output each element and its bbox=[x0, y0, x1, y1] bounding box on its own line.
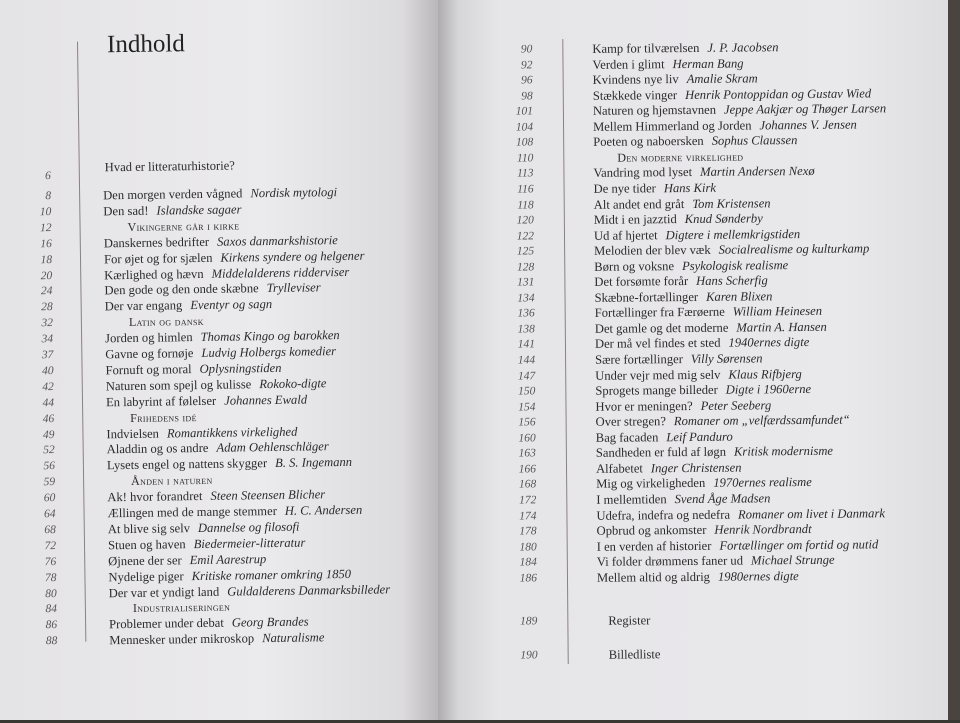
page-number: 101 bbox=[493, 104, 533, 120]
page-number: 156 bbox=[496, 415, 536, 431]
entry-subtitle: Dannelse og filosofi bbox=[198, 520, 300, 535]
entry-subtitle: Emil Aarestrup bbox=[190, 552, 267, 567]
entry-subtitle: 1970ernes realisme bbox=[713, 475, 812, 490]
entry-title: Børn og voksne bbox=[594, 259, 674, 274]
section bbox=[105, 313, 204, 330]
entry-subtitle: Knud Sønderby bbox=[685, 211, 763, 226]
entry-subtitle: J. P. Jacobsen bbox=[707, 40, 778, 55]
entry-title: For øjet og for sjælen bbox=[104, 250, 213, 266]
section-heading: Den moderne virkelighed bbox=[617, 149, 743, 164]
entry-subtitle: Fortællinger om fortid og nutid bbox=[719, 537, 878, 552]
page-number: 178 bbox=[497, 523, 537, 539]
page-number: 166 bbox=[496, 461, 536, 477]
right-page bbox=[438, 0, 948, 720]
entry-title: Bag facaden bbox=[596, 430, 659, 445]
entry-title: Sandheden er fuld af løgn bbox=[596, 445, 726, 460]
entry-subtitle: Biedermeier-litteratur bbox=[194, 535, 306, 551]
page-number: 80 bbox=[17, 586, 57, 603]
page-number: 118 bbox=[494, 197, 534, 213]
entry-subtitle: Villy Sørensen bbox=[691, 351, 763, 366]
entry-title: Melodien der blev væk bbox=[594, 243, 711, 258]
entry-title: Stækkede vinger bbox=[593, 88, 677, 103]
page-number: 120 bbox=[494, 212, 534, 228]
page-number: 150 bbox=[495, 383, 535, 399]
entry-subtitle: Digte i 1960erne bbox=[726, 382, 811, 397]
entry-title: Sære fortællinger bbox=[595, 352, 683, 367]
entry bbox=[105, 296, 273, 314]
section bbox=[106, 409, 197, 426]
entry-subtitle: Johannes Ewald bbox=[224, 392, 307, 407]
entry bbox=[594, 180, 717, 197]
section bbox=[593, 148, 743, 165]
page-number: 122 bbox=[494, 228, 534, 244]
entry-subtitle: Henrik Nordbrandt bbox=[714, 522, 811, 537]
entry-title: Nydelige piger bbox=[108, 569, 183, 584]
section-heading: Ånden i naturen bbox=[131, 473, 213, 488]
section bbox=[109, 599, 230, 617]
entry bbox=[597, 536, 879, 554]
entry-title: Midt i en jazztid bbox=[594, 212, 677, 227]
page-number: 154 bbox=[495, 399, 535, 415]
entry-title: Stuen og haven bbox=[108, 537, 186, 552]
entry-title: Skæbne-fortællinger bbox=[594, 290, 698, 305]
entry-title: Gavne og fornøje bbox=[105, 346, 193, 361]
entry-subtitle: Jeppe Aakjær og Thøger Larsen bbox=[724, 101, 886, 116]
entry bbox=[109, 629, 324, 648]
entry-title: Den morgen verden vågned bbox=[103, 186, 242, 202]
entry-title: Verden i glimt bbox=[592, 57, 664, 72]
page-number: 56 bbox=[15, 458, 55, 475]
entry-title: Problemer under debat bbox=[109, 616, 224, 632]
entry bbox=[106, 391, 307, 410]
page-number: 34 bbox=[13, 331, 53, 348]
entry-title: Vi folder drømmens faner ud bbox=[597, 554, 743, 569]
page-number: 76 bbox=[16, 554, 56, 571]
entry-subtitle: Steen Steensen Blicher bbox=[210, 487, 325, 503]
page-number: 28 bbox=[13, 299, 53, 316]
entry-title: Der var engang bbox=[105, 299, 183, 314]
entry-subtitle: Romaner om livet i Danmark bbox=[738, 506, 885, 521]
entry-subtitle: Saxos danmarkshistorie bbox=[217, 233, 338, 249]
page-number: 37 bbox=[13, 347, 53, 364]
section-heading: Industrialiseringen bbox=[133, 600, 230, 615]
page-number: 144 bbox=[495, 352, 535, 368]
entry-title: Aladdin og os andre bbox=[107, 441, 209, 456]
entry-subtitle: Trylleviser bbox=[267, 281, 321, 296]
entry-subtitle: Ludvig Holbergs komedier bbox=[201, 344, 336, 360]
entry bbox=[596, 474, 812, 492]
entry-subtitle: Nordisk mytologi bbox=[250, 185, 337, 200]
page-number: 46 bbox=[14, 411, 54, 428]
entry-title: Mellem altid og aldrig bbox=[597, 570, 710, 585]
page-number: 72 bbox=[16, 538, 56, 555]
entry-subtitle: Kirkens syndere og helgener bbox=[220, 248, 364, 264]
left-page bbox=[0, 0, 438, 720]
page-number: 16 bbox=[12, 236, 52, 253]
page-number: 68 bbox=[16, 522, 56, 539]
entry-title: Mig og virkeligheden bbox=[596, 476, 705, 491]
entry-subtitle: Naturalisme bbox=[262, 630, 324, 645]
entry-subtitle: Martin A. Hansen bbox=[736, 320, 826, 335]
page-number: 163 bbox=[496, 446, 536, 462]
entry-title: Kvindens nye liv bbox=[593, 72, 679, 87]
entry bbox=[592, 39, 778, 57]
page-number: 174 bbox=[496, 508, 536, 524]
section-heading: Vikingerne går i kirke bbox=[127, 218, 239, 234]
entry-title: Jorden og himlen bbox=[105, 330, 193, 345]
entry-subtitle: Rokoko-digte bbox=[259, 376, 326, 391]
entry-title: Register bbox=[608, 612, 650, 628]
page-number: 10 bbox=[11, 204, 51, 221]
column-rule bbox=[77, 42, 86, 642]
page-number: 168 bbox=[496, 477, 536, 493]
page-number: 147 bbox=[495, 368, 535, 384]
page-number: 134 bbox=[494, 290, 534, 306]
entry bbox=[597, 568, 799, 586]
entry-subtitle: Herman Bang bbox=[673, 56, 744, 71]
page-number: 32 bbox=[13, 315, 53, 332]
entry-subtitle: William Heinesen bbox=[733, 304, 822, 319]
entry-subtitle: Psykologisk realisme bbox=[682, 258, 788, 273]
entry bbox=[596, 459, 742, 476]
page-number: 141 bbox=[495, 337, 535, 353]
entry-title: Naturen som spejl og kulisse bbox=[106, 377, 252, 393]
page-number: 92 bbox=[492, 57, 532, 73]
entry-title: De nye tider bbox=[594, 181, 656, 196]
entry-title: Hvad er litteraturhistorie? bbox=[105, 157, 235, 175]
page-number: 49 bbox=[14, 427, 54, 444]
page-number: 113 bbox=[493, 166, 533, 182]
page-number: 24 bbox=[12, 283, 52, 300]
entry-subtitle: Kritiske romaner omkring 1850 bbox=[192, 567, 352, 583]
entry-subtitle: Peter Seeberg bbox=[701, 398, 772, 413]
entry-subtitle: Islandske sagaer bbox=[156, 202, 241, 217]
entry-subtitle: 1940ernes digte bbox=[728, 335, 809, 350]
entry-subtitle: Hans Kirk bbox=[664, 181, 716, 195]
entry-title: Ællingen med de mange stemmer bbox=[107, 504, 276, 520]
entry-subtitle: Oplysningstiden bbox=[200, 361, 282, 376]
page-number: 110 bbox=[493, 150, 533, 166]
page-number: 172 bbox=[496, 492, 536, 508]
entry bbox=[592, 55, 743, 72]
entry-title: Alfabetet bbox=[596, 461, 643, 475]
page-number: 20 bbox=[12, 268, 52, 285]
entry bbox=[593, 163, 814, 181]
entry-subtitle: Digtere i mellemkrigstiden bbox=[666, 227, 801, 242]
page-number: 18 bbox=[12, 252, 52, 269]
entry bbox=[107, 502, 362, 522]
page-number: 98 bbox=[493, 88, 533, 104]
entry-title: Den gode og den onde skæbne bbox=[104, 282, 258, 298]
entry-subtitle: Martin Andersen Nexø bbox=[700, 164, 815, 179]
entry-subtitle: Middelalderens ridderviser bbox=[211, 264, 349, 280]
entry-title: Over stregen? bbox=[596, 414, 666, 429]
entry-title: At blive sig selv bbox=[108, 521, 190, 536]
entry bbox=[593, 116, 857, 134]
entry-subtitle: 1980ernes digte bbox=[718, 569, 799, 584]
page-number: 190 bbox=[498, 647, 538, 663]
page-title: Indhold bbox=[107, 30, 185, 59]
entry-subtitle: Inger Christensen bbox=[651, 460, 742, 475]
page-number: 90 bbox=[492, 41, 532, 57]
page-number: 180 bbox=[497, 539, 537, 555]
page-number: 136 bbox=[495, 306, 535, 322]
entry-subtitle: Leif Panduro bbox=[666, 429, 732, 444]
entry-title: Hvor er meningen? bbox=[595, 399, 692, 414]
page-number: 42 bbox=[14, 379, 54, 396]
entry-subtitle: Michael Strunge bbox=[751, 553, 835, 568]
entry-title: En labyrint af følelser bbox=[106, 393, 216, 409]
entry bbox=[596, 505, 885, 524]
section bbox=[107, 472, 213, 489]
page-number: 128 bbox=[494, 259, 534, 275]
page-number: 131 bbox=[494, 275, 534, 291]
page-number: 64 bbox=[15, 506, 55, 523]
entry-subtitle: Romaner om „velfærdssamfundet“ bbox=[674, 413, 850, 429]
page-number: 40 bbox=[13, 363, 53, 380]
entry-title: Sprogets mange billeder bbox=[595, 383, 718, 398]
entry-title: Kærlighed og hævn bbox=[104, 266, 204, 281]
entry-subtitle: Eventyr og sagn bbox=[190, 297, 272, 312]
entry-title: Indvielsen bbox=[106, 426, 159, 441]
entry-title: Poeten og naboersken bbox=[593, 134, 704, 149]
page-number: 186 bbox=[497, 570, 537, 586]
page-number: 78 bbox=[16, 570, 56, 587]
entry-subtitle: Kritisk modernisme bbox=[734, 444, 833, 459]
entry-title: Øjnene der ser bbox=[108, 553, 182, 568]
page-number: 52 bbox=[15, 442, 55, 459]
page-number: 60 bbox=[15, 490, 55, 507]
entry-title: Mennesker under mikroskop bbox=[109, 631, 254, 647]
entry-subtitle: Karen Blixen bbox=[706, 289, 772, 304]
entry bbox=[596, 428, 733, 445]
entry bbox=[103, 184, 337, 203]
page-number: 84 bbox=[17, 601, 57, 618]
page-number: 125 bbox=[494, 243, 534, 259]
page-number: 160 bbox=[496, 430, 536, 446]
entry-title: Billedliste bbox=[609, 646, 661, 662]
entry bbox=[597, 552, 835, 570]
page-number: 6 bbox=[11, 168, 51, 185]
entry-title: Opbrud og ankomster bbox=[597, 523, 707, 538]
entry bbox=[596, 412, 850, 430]
entry bbox=[593, 132, 797, 150]
entry-subtitle: H. C. Andersen bbox=[285, 503, 363, 518]
page-number: 12 bbox=[11, 220, 51, 237]
entry-subtitle: Sophus Claussen bbox=[712, 133, 798, 148]
entry-title: Danskernes bedrifter bbox=[104, 235, 209, 250]
page-number: 138 bbox=[495, 321, 535, 337]
entry bbox=[109, 581, 391, 601]
entry-title: I en verden af historier bbox=[597, 538, 712, 553]
entry bbox=[105, 343, 336, 362]
entry-subtitle: Johannes V. Jensen bbox=[759, 117, 856, 132]
section-heading: Latin og dansk bbox=[129, 314, 204, 329]
book-edge bbox=[948, 0, 960, 720]
entry-title: Alt andet end gråt bbox=[594, 197, 685, 212]
page-number: 96 bbox=[493, 72, 533, 88]
entry-title: Der må vel findes et sted bbox=[595, 336, 721, 351]
entry-title: Vandring mod lyset bbox=[593, 165, 692, 180]
entry-title: Ak! hvor forandret bbox=[107, 489, 202, 504]
page-number: 104 bbox=[493, 119, 533, 135]
entry-subtitle: Guldalderens Danmarksbilleder bbox=[227, 582, 390, 598]
entry-subtitle: B. S. Ingemann bbox=[275, 455, 352, 470]
column-rule bbox=[562, 39, 568, 664]
entry-subtitle: Svend Åge Madsen bbox=[675, 491, 771, 506]
entry bbox=[594, 241, 869, 259]
entry-title: Naturen og hjemstavnen bbox=[593, 103, 716, 118]
entry-subtitle: Hans Scherfig bbox=[696, 274, 768, 289]
entry-title: Fortællinger fra Færøerne bbox=[595, 305, 725, 320]
entry bbox=[107, 454, 352, 473]
entry-title: Ud af hjertet bbox=[594, 228, 658, 243]
entry-subtitle: Klaus Rifbjerg bbox=[728, 367, 801, 382]
entry-subtitle: Tom Kristensen bbox=[692, 196, 770, 211]
page-number: 116 bbox=[494, 181, 534, 197]
entry-subtitle: Amalie Skram bbox=[687, 71, 758, 86]
entry bbox=[595, 334, 809, 352]
entry-subtitle: Henrik Pontoppidan og Gustav Wied bbox=[685, 86, 871, 102]
page-number: 8 bbox=[11, 188, 51, 205]
entry-title: Den sad! bbox=[103, 204, 148, 219]
page-number: 86 bbox=[17, 617, 57, 634]
entry-title: Fornuft og moral bbox=[105, 362, 191, 377]
entry-title: Udefra, indefra og nedefra bbox=[596, 507, 730, 522]
page-number: 184 bbox=[497, 554, 537, 570]
entry-subtitle: Adam Oehlenschläger bbox=[216, 440, 328, 456]
entry-title: Under vejr med mig selv bbox=[595, 367, 720, 382]
entry-title: Mellem Himmerland og Jorden bbox=[593, 118, 752, 133]
entry-subtitle: Socialrealisme og kulturkamp bbox=[719, 242, 870, 257]
entry-title: Det forsømte forår bbox=[594, 274, 688, 289]
page-number: 88 bbox=[17, 633, 57, 650]
entry bbox=[596, 443, 833, 461]
entry-subtitle: Thomas Kingo og barokken bbox=[200, 328, 339, 344]
entry-subtitle: Georg Brandes bbox=[232, 615, 309, 630]
entry-title: Kamp for tilværelsen bbox=[592, 41, 699, 56]
entry-subtitle: Romantikkens virkelighed bbox=[167, 424, 298, 440]
entry bbox=[104, 280, 320, 299]
entry-title: I mellemtiden bbox=[596, 492, 666, 507]
entry-title: Der var et yndigt land bbox=[109, 584, 220, 600]
entry-title: Lysets engel og nattens skygger bbox=[107, 456, 267, 472]
page-number: 108 bbox=[493, 135, 533, 151]
section-heading: Frihedens idé bbox=[130, 410, 197, 425]
page-number: 189 bbox=[497, 613, 537, 629]
page-number: 44 bbox=[14, 395, 54, 412]
entry bbox=[595, 381, 811, 399]
page-number: 59 bbox=[15, 474, 55, 491]
entry-title: Det gamle og det moderne bbox=[595, 321, 729, 336]
entry bbox=[108, 534, 306, 553]
